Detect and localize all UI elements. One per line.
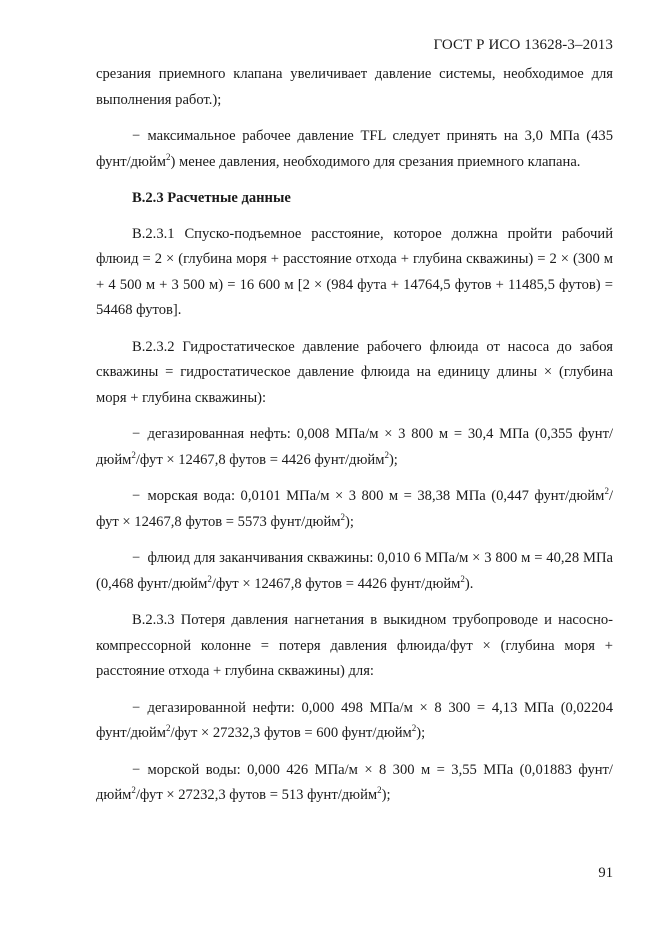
superscript: 2 [207,573,212,584]
paragraph-text: В.2.3.2 Гидростатическое давление рабочего флюида от насоса до забоя скважины = гидростатическое давление флюида на единицу длины × (глубина моря + глубина скважины): [96,338,613,406]
item-text: − дегазированная нефть: 0,008 МПа/м × 3 800 м = 30,4 МПа (0,355 фунт/дюйм [96,426,613,468]
item-text: ). [464,575,474,592]
list-item-degassed-oil-loss [96,696,613,747]
superscript: 2 [131,449,136,460]
page-body [96,62,613,820]
superscript: 2 [166,723,171,734]
item-text: ) менее давления, необходимого для срезания приемного клапана. [170,153,581,170]
paragraph-b232 [96,335,613,412]
list-item-sea-water-loss [96,758,613,809]
list-item-completion-fluid [96,546,613,597]
paragraph-text: В.2.3.3 Потеря давления нагнетания в выкидном трубопроводе и насосно-компрессорной колонне = потеря давления флюида/фут × (глубина моря + расстояние отхода + глубина скважины) для: [96,612,613,679]
item-text: /фут × 12467,8 футов = 4426 фунт/дюйм [135,451,385,468]
paragraph-text: срезания приемного клапана увеличивает давление системы, необходимое для выполнения работ.); [96,66,613,108]
superscript: 2 [131,785,136,796]
item-text: ); [388,451,398,468]
item-text: − флюид для заканчивания скважины: 0,010 6 МПа/м × 3 800 м = 40,28 МПа (0,468 фунт/дюйм [96,550,613,592]
item-text: − максимальное рабочее давление TFL следует принять на 3,0 МПа (435 фунт/дюйм [96,128,613,170]
list-item-sea-water [96,484,613,535]
superscript: 2 [340,511,346,522]
paragraph-text: В.2.3.1 Спуско-подъемное расстояние, которое должна пройти рабочий флюид = 2 × (глубина моря + расстояние отхода + глубина скважины) = 2 × (300 м + 4 500 м + 3 500 м) = 16 600 м [2 × (984 фута + 14764,5 футов + 11485,5 футов) = 54468 футов]. [96,225,613,318]
item-text: − морская вода: 0,0101 МПа/м × 3 800 м = 38,38 МПа (0,447 фунт/дюйм [132,488,605,504]
item-text: /фут × 27232,3 футов = 513 фунт/дюйм [135,787,378,803]
superscript: 2 [604,486,609,497]
list-item-degassed-oil [96,422,613,473]
item-text: − дегазированной нефти: 0,000 498 МПа/м × 8 300 = 4,13 МПа (0,02204 фунт/дюйм [96,699,613,741]
section-heading: В.2.3 Расчетные данные [132,190,291,206]
item-text: ); [381,787,391,803]
paragraph-b231 [96,222,613,324]
item-text: ); [345,513,354,530]
document-header: ГОСТ Р ИСО 13628-3–2013 [433,37,613,53]
superscript: 2 [460,573,465,584]
item-text: ); [416,725,426,741]
list-item-max-pressure [96,124,613,175]
superscript: 2 [384,449,389,460]
item-text: /фут × 12467,8 футов = 5573 фунт/дюйм [96,488,613,530]
superscript: 2 [166,151,171,162]
superscript: 2 [377,785,382,796]
page-number: 91 [598,865,613,881]
paragraph-continuation [96,62,613,113]
paragraph-b233 [96,608,613,685]
superscript: 2 [411,723,417,734]
item-text: − морской воды: 0,000 426 МПа/м × 8 300 м = 3,55 МПа (0,01883 фунт/дюйм [96,761,613,803]
item-text: /фут × 27232,3 футов = 600 фунт/дюйм [170,725,412,741]
item-text: /фут × 12467,8 футов = 4426 фунт/дюйм [211,575,461,592]
